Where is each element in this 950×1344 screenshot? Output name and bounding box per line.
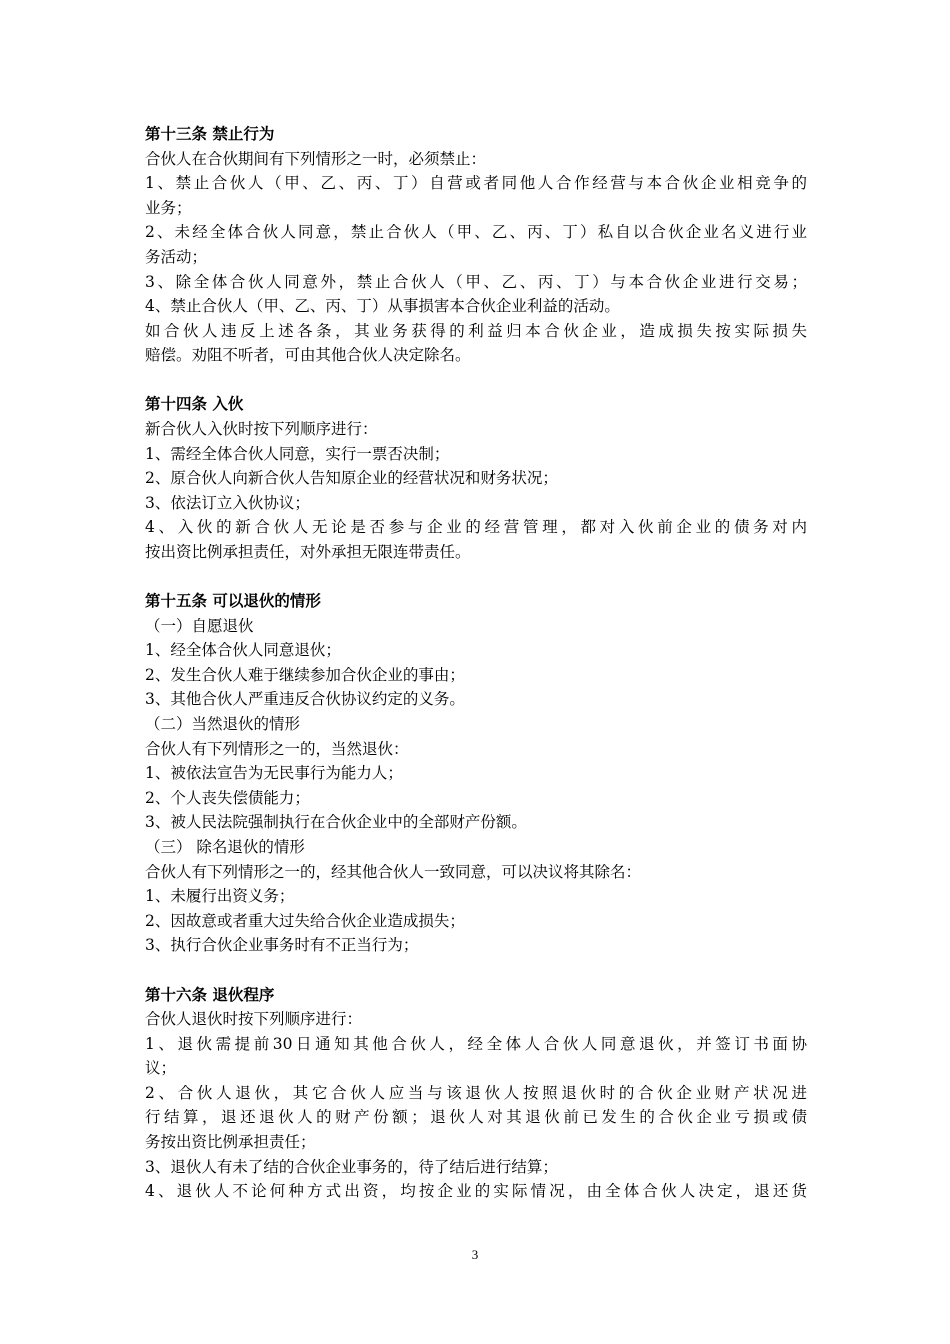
paragraph-line: 3、除全体合伙人同意外，禁止合伙人（甲、乙、丙、丁）与本合伙企业进行交易； [145, 272, 807, 291]
paragraph-line: 合伙人在合伙期间有下列情形之一时，必须禁止： [145, 149, 487, 168]
paragraph-line: 议； [145, 1059, 177, 1078]
paragraph-line: 行结算，退还退伙人的财产份额；退伙人对其退伙前已发生的合伙企业亏损或债 [145, 1108, 807, 1127]
paragraph-line: 1、需经全体合伙人同意，实行一票否决制； [145, 444, 450, 463]
article-heading: 第十五条 可以退伙的情形 [145, 592, 321, 611]
paragraph-line: 1、被依法宣告为无民事行为能力人； [145, 764, 403, 783]
article-15 [145, 589, 807, 958]
paragraph-line: 务活动； [145, 247, 208, 266]
paragraph-line: 2、个人丧失偿债能力； [145, 788, 310, 807]
paragraph-line: 4、入伙的新合伙人无论是否参与企业的经营管理，都对入伙前企业的债务对内 [145, 518, 807, 537]
paragraph-line: 合伙人有下列情形之一的，经其他合伙人一致同意，可以决议将其除名： [145, 862, 642, 881]
paragraph-line: 2、原合伙人向新合伙人告知原企业的经营状况和财务状况； [145, 469, 558, 488]
article-16 [145, 983, 807, 1204]
article-heading: 第十三条 禁止行为 [145, 125, 275, 143]
paragraph-line: 按出资比例承担责任，对外承担无限连带责任。 [145, 543, 471, 561]
paragraph-line: 务按出资比例承担责任； [145, 1133, 316, 1152]
paragraph-line: 2、发生合伙人难于继续参加合伙企业的事由； [145, 665, 465, 684]
paragraph-line: （二）当然退伙的情形 [145, 715, 301, 734]
paragraph-line: 4、禁止合伙人（甲、乙、丙、丁）从事损害本合伙企业利益的活动。 [145, 297, 620, 316]
article-14 [145, 392, 807, 564]
paragraph-line: 3、执行合伙企业事务时有不正当行为； [145, 936, 419, 955]
paragraph-line: （三） 除名退伙的情形 [145, 838, 305, 857]
article-13 [145, 122, 807, 368]
paragraph-line: 合伙人退伙时按下列顺序进行： [145, 1010, 363, 1029]
paragraph-line: 赔偿。劝阻不听者，可由其他合伙人决定除名。 [145, 346, 471, 365]
paragraph-line: 如合伙人违反上述各条，其业务获得的利益归本合伙企业，造成损失按实际损失 [145, 321, 807, 340]
paragraph-line: 1、禁止合伙人（甲、乙、丙、丁）自营或者同他人合作经营与本合伙企业相竞争的 [145, 174, 807, 193]
paragraph-line: 合伙人有下列情形之一的，当然退伙： [145, 739, 409, 758]
paragraph-line: 4、退伙人不论何种方式出资，均按企业的实际情况，由全体合伙人决定，退还货 [145, 1182, 807, 1201]
paragraph-line: 2、因故意或者重大过失给合伙企业造成损失； [145, 911, 465, 930]
paragraph-line: （一）自愿退伙 [145, 616, 254, 635]
paragraph-line: 业务； [145, 198, 192, 217]
paragraph-line: 1、退伙需提前30日通知其他合伙人，经全体人合伙人同意退伙，并签订书面协 [145, 1034, 807, 1053]
paragraph-line: 1、未履行出资义务； [145, 887, 295, 906]
article-heading: 第十四条 入伙 [145, 395, 244, 414]
paragraph-line: 3、被人民法院强制执行在合伙企业中的全部财产份额。 [145, 813, 527, 832]
page-number: 3 [471, 1247, 479, 1262]
paragraph-line: 2、未经全体合伙人同意，禁止合伙人（甲、乙、丙、丁）私自以合伙企业名义进行业 [145, 223, 807, 242]
document-page [145, 122, 807, 1228]
paragraph-line: 3、退伙人有未了结的合伙企业事务的，待了结后进行结算； [145, 1157, 558, 1176]
paragraph-line: 新合伙人入伙时按下列顺序进行： [145, 420, 378, 439]
paragraph-line: 1、经全体合伙人同意退伙； [145, 641, 341, 660]
paragraph-line: 3、其他合伙人严重违反合伙协议约定的义务。 [145, 690, 465, 709]
article-heading: 第十六条 退伙程序 [145, 985, 275, 1004]
paragraph-line: 3、依法订立入伙协议； [145, 493, 310, 512]
paragraph-line: 2、合伙人退伙，其它合伙人应当与该退伙人按照退伙时的合伙企业财产状况进 [145, 1083, 807, 1102]
